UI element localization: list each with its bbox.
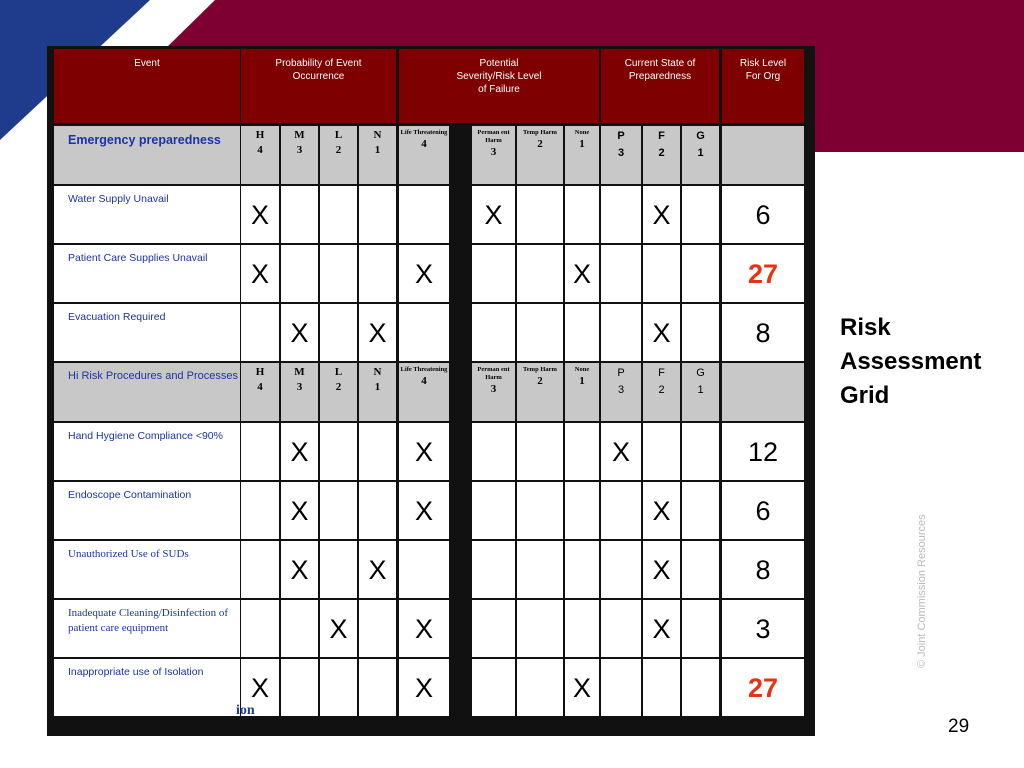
- risk-assessment-table: [47, 46, 815, 736]
- page-number: 29: [948, 716, 970, 737]
- risk-level-value: 8: [722, 304, 804, 361]
- mark-x: X: [643, 304, 680, 361]
- event-label: Hand Hygiene Compliance <90%: [54, 423, 240, 480]
- prep-header-p: [601, 363, 641, 421]
- empty-cell: [320, 423, 357, 480]
- empty-cell: [517, 304, 563, 361]
- empty-cell: [601, 245, 641, 302]
- prep-value: 3: [617, 384, 625, 396]
- empty-cell: [517, 482, 563, 539]
- severity-label: Temp Harm: [523, 366, 557, 373]
- mark-x: X: [241, 659, 279, 716]
- prob-value: 3: [296, 144, 303, 156]
- event-label: Inappropriate use of Isolation: [54, 659, 240, 716]
- severity-label: Temp Harm: [523, 129, 557, 136]
- mark-x: X: [399, 659, 449, 716]
- empty-cell: [241, 600, 279, 657]
- empty-cell: [517, 600, 563, 657]
- level-header-blank: [722, 126, 804, 184]
- prep-value: 1: [697, 147, 704, 159]
- severity-value: 1: [579, 138, 585, 150]
- empty-cell: [517, 186, 563, 243]
- mark-x: X: [281, 304, 318, 361]
- prob-letter: M: [294, 129, 305, 141]
- header-severity-line-3: of Failure: [478, 84, 520, 95]
- prep-value: 2: [658, 384, 665, 396]
- empty-cell: [565, 482, 599, 539]
- prep-header-p: [601, 126, 641, 184]
- prep-letter: F: [658, 367, 665, 379]
- mark-x: X: [399, 482, 449, 539]
- risk-level-value: 27: [722, 659, 804, 716]
- prep-value: 3: [617, 147, 625, 159]
- prob-letter: N: [373, 366, 382, 378]
- empty-cell: [320, 245, 357, 302]
- mark-x: X: [565, 659, 599, 716]
- severity-label: None: [574, 129, 590, 136]
- empty-cell: [281, 245, 318, 302]
- severity-label: Life Threatening: [400, 129, 448, 136]
- mark-x: X: [359, 541, 396, 598]
- empty-cell: [517, 541, 563, 598]
- prep-value: 1: [697, 384, 704, 396]
- empty-cell: [281, 659, 318, 716]
- mark-x: X: [281, 541, 318, 598]
- mark-x: X: [281, 423, 318, 480]
- copyright-notice: © Joint Commission Resources: [916, 514, 928, 668]
- header-risk-level-line-2: For Org: [745, 71, 781, 82]
- title-line-1: Risk: [840, 314, 891, 341]
- prob-header-l: [320, 363, 357, 421]
- empty-cell: [601, 600, 641, 657]
- header-severity-line-2: Severity/Risk Level: [456, 71, 542, 82]
- event-label: Endoscope Contamination: [54, 482, 240, 539]
- section-title: Emergency preparedness: [54, 126, 240, 184]
- severity-label: Life Threatening: [400, 366, 448, 373]
- empty-cell: [472, 482, 515, 539]
- event-label: Unauthorized Use of SUDs: [54, 541, 240, 598]
- empty-cell: [399, 186, 449, 243]
- risk-level-value: 6: [722, 186, 804, 243]
- prob-value: 3: [296, 381, 303, 393]
- empty-cell: [241, 423, 279, 480]
- prep-header-f: [643, 126, 680, 184]
- severity-label: Perman ent Harm: [477, 366, 510, 381]
- empty-cell: [682, 304, 719, 361]
- header-probability-line-2: Occurrence: [292, 71, 345, 82]
- prob-letter: H: [255, 366, 265, 378]
- risk-level-value: 27: [722, 245, 804, 302]
- severity-label: Perman ent Harm: [477, 129, 510, 144]
- empty-cell: [682, 659, 719, 716]
- empty-cell: [281, 186, 318, 243]
- empty-cell: [241, 541, 279, 598]
- prob-letter: H: [255, 129, 265, 141]
- empty-cell: [359, 659, 396, 716]
- prob-header-l: [320, 126, 357, 184]
- header-probability: [241, 49, 396, 123]
- empty-cell: [359, 482, 396, 539]
- empty-cell: [601, 659, 641, 716]
- prob-letter: L: [334, 366, 343, 378]
- empty-cell: [517, 659, 563, 716]
- empty-cell: [320, 186, 357, 243]
- empty-cell: [359, 245, 396, 302]
- mark-x: X: [565, 245, 599, 302]
- section-title: Hi Risk Procedures and Processes: [54, 363, 240, 421]
- header-risk-level-line-1: Risk Level: [739, 58, 787, 69]
- mark-x: X: [399, 600, 449, 657]
- prep-letter: G: [696, 367, 705, 379]
- prep-header-f: [643, 363, 680, 421]
- empty-cell: [320, 541, 357, 598]
- severity-header-1: [399, 126, 449, 184]
- empty-cell: [565, 186, 599, 243]
- empty-cell: [399, 304, 449, 361]
- risk-level-value: 8: [722, 541, 804, 598]
- empty-cell: [601, 186, 641, 243]
- header-severity: [399, 49, 599, 123]
- empty-cell: [682, 245, 719, 302]
- empty-cell: [472, 245, 515, 302]
- prep-header-g: [682, 126, 719, 184]
- empty-cell: [517, 423, 563, 480]
- empty-cell: [472, 600, 515, 657]
- severity-header-2: [472, 126, 515, 184]
- empty-cell: [399, 541, 449, 598]
- empty-cell: [472, 659, 515, 716]
- event-label: Evacuation Required: [54, 304, 240, 361]
- empty-cell: [359, 600, 396, 657]
- empty-cell: [643, 659, 680, 716]
- event-label: Patient Care Supplies Unavail: [54, 245, 240, 302]
- empty-cell: [601, 304, 641, 361]
- severity-header-2: [472, 363, 515, 421]
- header-event: [54, 49, 240, 123]
- prob-header-m: [281, 363, 318, 421]
- severity-label: None: [574, 366, 590, 373]
- empty-cell: [517, 245, 563, 302]
- title-line-2: Assessment: [840, 348, 982, 375]
- severity-header-1: [399, 363, 449, 421]
- mark-x: X: [601, 423, 641, 480]
- prep-letter: P: [617, 130, 625, 142]
- mark-x: X: [320, 600, 357, 657]
- mark-x: X: [359, 304, 396, 361]
- risk-level-value: 3: [722, 600, 804, 657]
- prob-value: 4: [257, 144, 263, 156]
- empty-cell: [320, 304, 357, 361]
- mark-x: X: [241, 245, 279, 302]
- prep-value: 2: [658, 147, 665, 159]
- prob-value: 2: [335, 381, 342, 393]
- empty-cell: [643, 423, 680, 480]
- prob-letter: N: [373, 129, 382, 141]
- prep-letter: F: [658, 130, 665, 142]
- header-preparedness: [601, 49, 719, 123]
- mark-x: X: [241, 186, 279, 243]
- mark-x: X: [399, 245, 449, 302]
- page-title: [840, 311, 981, 413]
- risk-level-value: 12: [722, 423, 804, 480]
- severity-value: 1: [579, 375, 585, 387]
- empty-cell: [643, 245, 680, 302]
- severity-value: 2: [537, 138, 543, 150]
- empty-cell: [682, 482, 719, 539]
- mark-x: X: [472, 186, 515, 243]
- mark-x: X: [643, 600, 680, 657]
- empty-cell: [682, 423, 719, 480]
- prob-letter: M: [294, 366, 305, 378]
- severity-value: 4: [421, 138, 427, 150]
- empty-cell: [682, 600, 719, 657]
- risk-level-value: 6: [722, 482, 804, 539]
- empty-cell: [359, 186, 396, 243]
- prep-letter: P: [617, 367, 625, 379]
- header-event-line-1: Event: [134, 58, 160, 69]
- title-line-3: Grid: [840, 382, 890, 409]
- severity-header-3: [517, 363, 563, 421]
- empty-cell: [320, 659, 357, 716]
- header-probability-line-1: Probability of Event: [275, 58, 362, 69]
- empty-cell: [565, 304, 599, 361]
- prob-header-m: [281, 126, 318, 184]
- severity-value: 3: [490, 383, 497, 395]
- level-header-blank: [722, 363, 804, 421]
- empty-cell: [565, 541, 599, 598]
- severity-value: 2: [537, 375, 543, 387]
- prob-value: 1: [374, 381, 381, 393]
- severity-header-3: [517, 126, 563, 184]
- mark-x: X: [643, 482, 680, 539]
- empty-cell: [682, 186, 719, 243]
- event-label: Water Supply Unavail: [54, 186, 240, 243]
- prep-header-g: [682, 363, 719, 421]
- empty-cell: [320, 482, 357, 539]
- header-preparedness-line-1: Current State of: [624, 58, 696, 69]
- empty-cell: [472, 423, 515, 480]
- empty-cell: [281, 600, 318, 657]
- prob-value: 1: [374, 144, 381, 156]
- header-severity-line-1: Potential: [479, 58, 519, 69]
- mark-x: X: [281, 482, 318, 539]
- prob-header-h: [241, 363, 279, 421]
- empty-cell: [565, 423, 599, 480]
- prob-letter: L: [334, 129, 343, 141]
- empty-cell: [601, 482, 641, 539]
- empty-cell: [565, 600, 599, 657]
- mark-x: X: [643, 541, 680, 598]
- severity-value: 3: [490, 146, 497, 158]
- empty-cell: [241, 482, 279, 539]
- empty-cell: [472, 304, 515, 361]
- mark-x: X: [399, 423, 449, 480]
- prob-header-n: [359, 126, 396, 184]
- prob-header-h: [241, 126, 279, 184]
- prob-value: 2: [335, 144, 342, 156]
- prob-value: 4: [257, 381, 263, 393]
- header-preparedness-line-2: Preparedness: [628, 71, 692, 82]
- empty-cell: [682, 541, 719, 598]
- logo-fragment: ion: [236, 703, 255, 718]
- event-label: Inadequate Cleaning/Disinfection of patient care equipment: [54, 600, 240, 657]
- empty-cell: [472, 541, 515, 598]
- mark-x: X: [643, 186, 680, 243]
- severity-value: 4: [421, 375, 427, 387]
- empty-cell: [359, 423, 396, 480]
- empty-cell: [601, 541, 641, 598]
- prob-header-n: [359, 363, 396, 421]
- severity-header-4: [565, 363, 599, 421]
- severity-header-4: [565, 126, 599, 184]
- empty-cell: [241, 304, 279, 361]
- prep-letter: G: [696, 130, 705, 142]
- header-risk-level: [722, 49, 804, 123]
